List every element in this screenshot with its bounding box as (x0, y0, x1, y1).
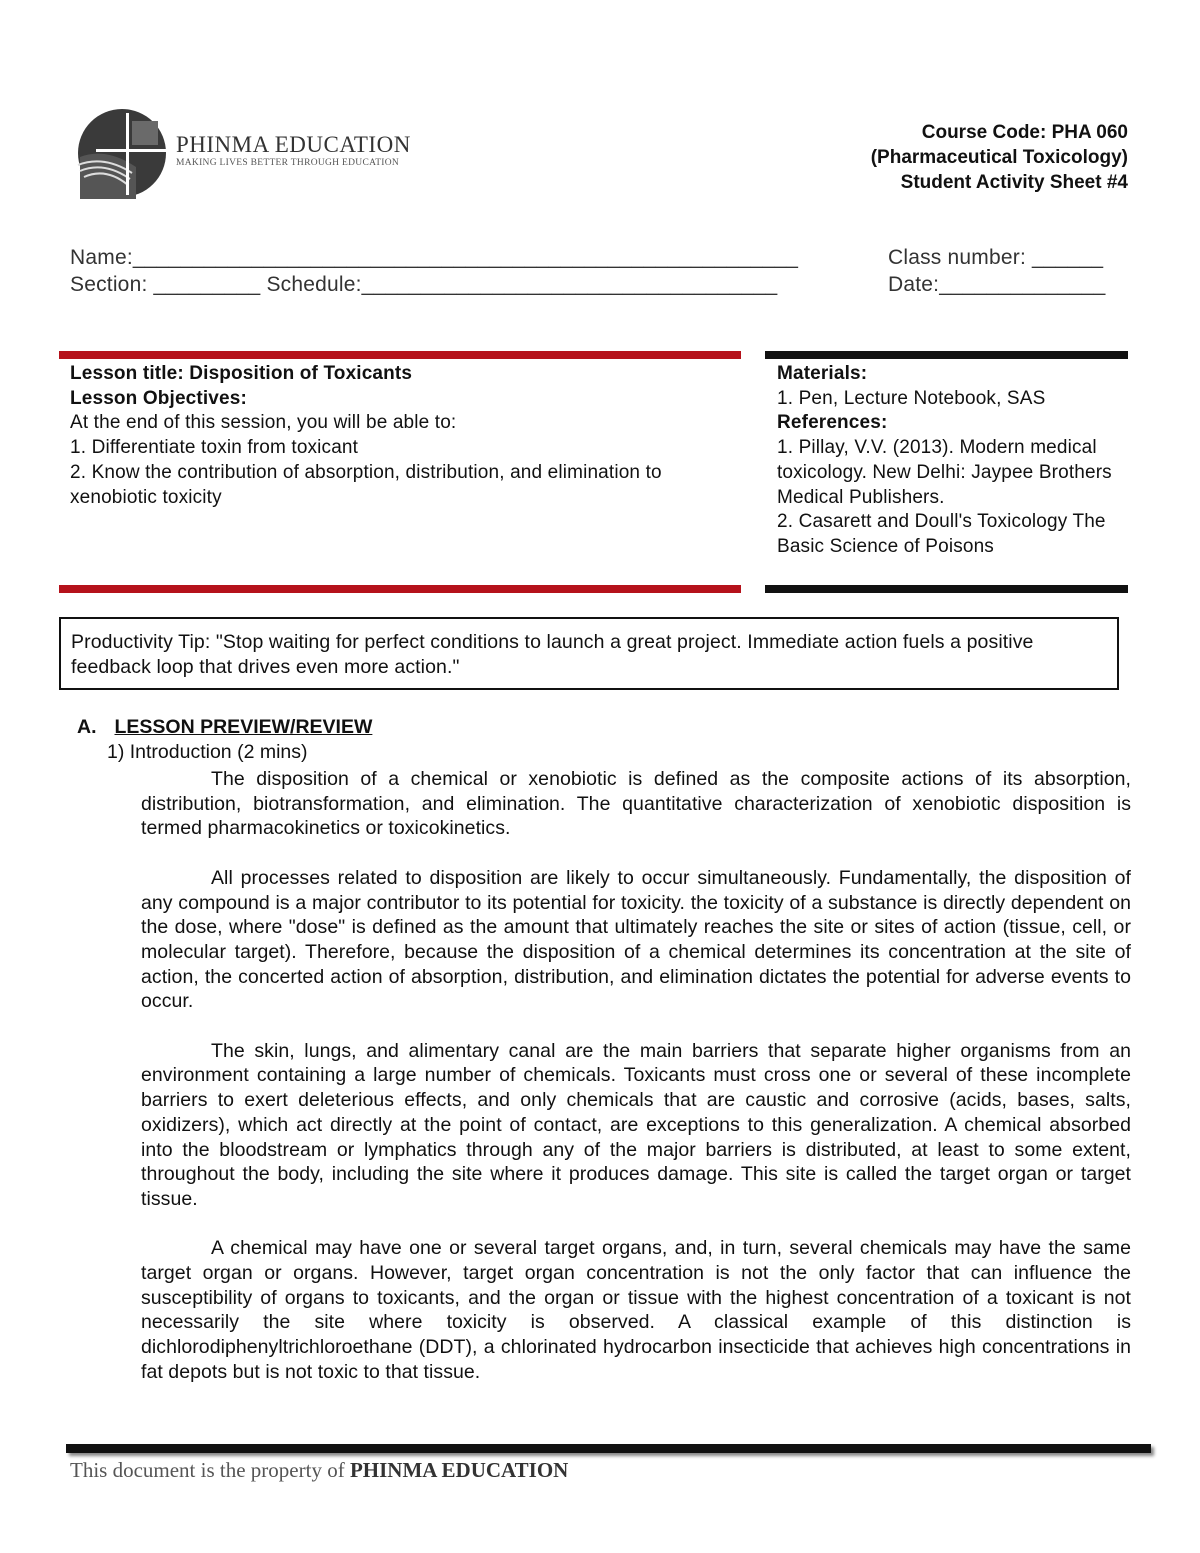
reference-1: 1. Pillay, V.V. (2013). Modern medical toxicology. New Delhi: Jaypee Brothers Medical Publishers. (777, 437, 1112, 508)
objectives-label: Lesson Objectives: (70, 387, 247, 409)
reference-2: 2. Casarett and Doull's Toxicology The Basic Science of Poisons (777, 511, 1106, 557)
sheet-title: Student Activity Sheet #4 (900, 172, 1128, 193)
lesson-bottom-bar (59, 585, 741, 593)
introduction-heading: 1) Introduction (2 mins) (107, 741, 308, 763)
section-schedule-field[interactable]: Section: _________ Schedule:___________________________________ (70, 273, 778, 296)
materials-top-bar (765, 351, 1128, 359)
references-label: References: (777, 412, 888, 434)
footer-owner: PHINMA EDUCATION (349, 1458, 569, 1482)
paragraph-4: A chemical may have one or several target organs, and, in turn, several chemicals may have the same target organ or organs. However, target organ concentration is not the only factor that can influence the susceptibility of organs to toxicants, and the organ or tissue with the highest concentration of a toxicant is not necessarily the site where toxicity is observed. A classical example of this distinction is dichlorodiphenyltrichloroethane (DDT), a chlorinated hydrocarbon insecticide that achieves high concentrations in fat depots but is not toxic to that tissue. (141, 1237, 1131, 1383)
paragraph-2: All processes related to disposition are likely to occur simultaneously. Fundamentally, the disposition of any compound is a major contributor to its potential for toxicity. the toxicity of a substance is directly dependent on the dose, where "dose" is defined as the amount that ultimately reaches the site or sites of action (tissue, cell, or molecular target). Therefore, because the disposition of a chemical determines its concentration at the site of action, the concerted action of absorption, distribution, and elimination dictates the potential for adverse events to occur. (141, 866, 1131, 1013)
footer (70, 1458, 568, 1483)
logo-name: PHINMA EDUCATION (176, 132, 411, 157)
footer-bar (66, 1444, 1151, 1453)
paragraph-3: The skin, lungs, and alimentary canal are the main barriers that separate higher organisms from an environment containing a large number of chemicals. Toxicants must cross one or several of these incomplete barriers to exert deleterious effects, and only chemicals that are caustic and corrosive (acids, bases, salts, oxidizers), which act directly at the point of contact, are exceptions to this generalization. A chemical absorbed into the bloodstream or lymphatics through any of the major barriers is distributed, at least to some extent, throughout the body, including the site where it produces damage. This site is called the target organ or target tissue. (141, 1039, 1131, 1210)
section-a-letter: A. (77, 716, 97, 738)
logo-tagline: MAKING LIVES BETTER THROUGH EDUCATION (176, 158, 400, 168)
section-a-title: LESSON PREVIEW/REVIEW (114, 716, 373, 738)
course-name: (Pharmaceutical Toxicology) (870, 147, 1128, 168)
course-code: Course Code: PHA 060 (921, 122, 1128, 143)
productivity-tip: Productivity Tip: "Stop waiting for perfect conditions to launch a great project. Immediate action fuels a positive feedback loop that drives even more action." (59, 617, 1119, 690)
objective-2: 2. Know the contribution of absorption, distribution, and elimination to xenobiotic toxicity (70, 461, 662, 508)
section-a-heading (77, 716, 372, 739)
materials-box (777, 362, 1127, 560)
date-field[interactable]: Date:______________ (888, 273, 1106, 296)
lesson-body (141, 767, 1131, 1409)
lesson-box (70, 362, 730, 510)
phinma-emblem-icon (76, 107, 168, 199)
objectives-intro: At the end of this session, you will be able to: (70, 412, 457, 434)
lesson-title: Lesson title: Disposition of Toxicants (70, 363, 413, 384)
materials-bottom-bar (765, 585, 1128, 593)
name-field[interactable]: Name:________________________________________________________ (70, 246, 799, 269)
objective-1: 1. Differentiate toxin from toxicant (70, 437, 359, 459)
paragraph-1: The disposition of a chemical or xenobiotic is defined as the composite actions of its absorption, distribution, biotransformation, and elimination. The quantitative characterization of xenobiotic disposition is termed pharmacokinetics or toxicokinetics. (141, 768, 1131, 840)
class-number-field[interactable]: Class number: ______ (888, 246, 1104, 269)
footer-prefix: This document is the property of (70, 1458, 350, 1482)
lesson-top-bar (59, 351, 741, 359)
materials-item-1: 1. Pen, Lecture Notebook, SAS (777, 387, 1046, 409)
course-header (871, 120, 1128, 195)
materials-label: Materials: (777, 363, 868, 384)
